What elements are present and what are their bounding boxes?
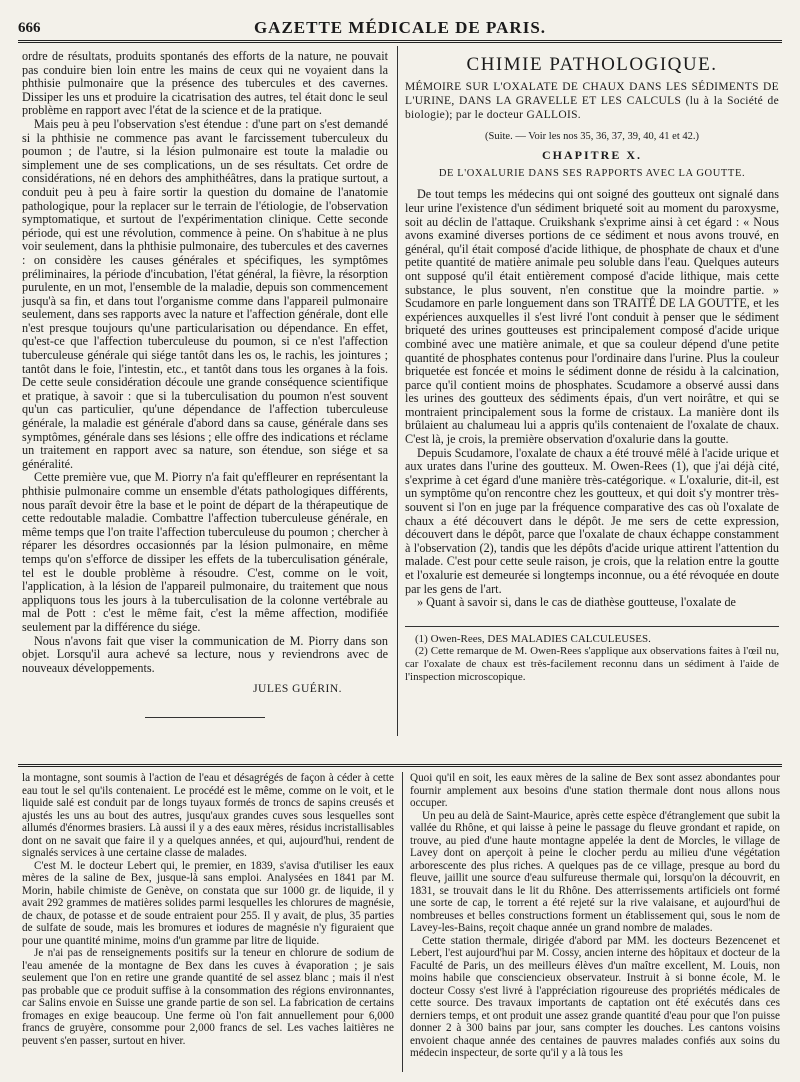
chapter-heading: CHAPITRE X. xyxy=(541,148,642,163)
end-rule xyxy=(145,717,265,718)
column-divider-bottom xyxy=(402,772,403,1072)
section-title: CHIMIE PATHOLOGIQUE. xyxy=(466,54,718,75)
bottom-right-paragraph: Cette station thermale, dirigée d'abord par MM. les docteurs Bezencenet et Lebert, l'est aujourd'hui par M. Cossy, ancien interne des hôpitaux et docteur de la Faculté de Paris, un des meilleurs élèves d'un maître excellent, M. Louis, non moins habile que consciencieux observateur. Instruit à si bonne école, M. le docteur Cossy s'est livré à l'appréciation rigoureuse des propriétés médicales de cette source. Des travaux importants de captation ont été exécutés dans ces derniers temps, et ont produit une assez grande quantité d'eau pour que l'on puisse donner 2 à 300 bains par jour, sans compter les douches. Les cantons voisins envoient chaque année des centaines de pauvres malades confiés aux soins du médecin inspecteur, de sorte qu'il y a là tous les xyxy=(410,934,780,1059)
footnote: (1) Owen-Rees, DES MALADIES CALCULEUSES. xyxy=(415,632,651,645)
header-rule xyxy=(18,40,782,43)
left-paragraph: ordre de résultats, produits spontanés des efforts de la nature, ne pouvait pas conduire bien loin entre les mains de ceux qui ne voyaient dans la phthisie pulmonaire que la présence des tubercules et des cavernes. Dissiper les uns et produire la cicatrisation des autres, tel était donc le seul problème en rapport avec l'état de la science et de la pratique. xyxy=(22,49,388,118)
right-paragraph: De tout temps les médecins qui ont soigné des goutteux ont signalé dans leur urine l'existence d'un sédiment briqueté soit au moment du paroxysme, soit au déclin de l'attaque. Cruikshank s'exprime ainsi à cet égard : « Nous avons examiné diverses portions de ce sédiment et nous avons trouvé, en général, qu'il était composé d'acide lithique, de phosphate de chaux et d'une petite quantité de matière animale peu soluble dans l'eau. Quelques auteurs ont supposé qu'il était entièrement composé d'acide lithique, mais cette substance, le plus souvent, n'en constitue que la moindre partie. » Scudamore en parle longuement dans son TRAITÉ DE LA GOUTTE, et les expériences auxquelles il s'est livré l'ont conduit à penser que le sédiment briqueté des urines goutteuses est principalement composé d'acide urique combiné avec une matière animale, et que sa couleur dépend d'une petite quantité de phosphates contenus pour l'ordinaire dans l'urine. Plus la couleur briquetée est foncée et moins le sédiment donne de résidu à la calcination, parce qu'il contient moins de phosphates. Scudamore a observé aussi dans les urines des goutteux des sédiments épais, d'un vert noirâtre, et qui se montraient principalement sous la forme de cristaux. La manière dont ils brûlaient au chalumeau lui a appris qu'ils contenaient de l'oxalate de chaux. C'est là, je crois, la première observation d'oxalurie dans la goutte. xyxy=(405,187,779,447)
bottom-left-paragraph: C'est M. le docteur Lebert qui, le premier, en 1839, s'avisa d'utiliser les eaux mères de la saline de Bex, jusque-là sans emploi. Analysées en 1841 par M. Morin, habile chimiste de Genève, on constata que sur 1000 gr. de liquide, il y avait 292 grammes de matières solides parmi lesquelles les chlorures de magnésie, de chaux, de potasse et de soude entraient pour 255. Il y avait, de plus, 35 parties de sulfate de soude, mais les bromures et iodures de magnésie n'y figuraient que pour une quantité minime, moins d'un gramme par litre de liquide. xyxy=(22,859,394,947)
left-paragraph: Mais peu à peu l'observation s'est étendue : d'une part on s'est demandé si la phthisie ne commence pas avant le farcissement tuberculeux du poumon ; de l'autre, si la lésion pulmonaire est toute la maladie ou simplement une de ses complications, un de ses résultats. Cet ordre de considérations, né en dehors des amphithéâtres, dans la pratique surtout, a conduit peu à peu à faire sortir la question du domaine de l'anatomie pathologique, pour la replacer sur le terrain de l'étiologie, de l'observation symptomatique, et surtout de l'expérimentation clinique. Cette seconde période, qui est une révolution, commence à peine. On s'habitue à ne plus voir seulement, dans la phthisie pulmonaire, des tubercules et des cavernes : on considère les causes générales et spécifiques, les symptômes préliminaires, la période d'incubation, l'état général, la fièvre, la résorption purulente, en un mot, l'ensemble de la maladie, depuis son commencement jusqu'à sa fin, et dans tout l'organisme comme dans l'appareil pulmonaire seulement, dans ses rapports avec la nature et l'affection générale, dont elle n'est presque toujours qu'une particularisation ou dépendance. En effet, qu'est-ce que l'affection tuberculeuse du poumon, si ce n'est l'affection tuberculeuse générale qui siége tantôt dans les os, le rachis, les jointures ; tantôt dans le foie, l'intestin, etc., et tantôt dans tous les organes à la fois. De cette seule considération découle une grande conséquence scientifique et pratique, à savoir : que si la tuberculisation du poumon n'est souvent qu'un cas particulier, qu'une dépendance de l'affection tuberculeuse générale, la maladie est générale d'abord dans sa cause, générale dans ses symptômes, générale dans ses lésions ; elle offre des indications et réclame un traitement en rapport avec sa nature, son étendue, son siége et sa généralité. xyxy=(22,116,388,471)
right-column xyxy=(405,56,779,683)
section-rule xyxy=(18,764,782,767)
left-paragraph: Cette première vue, que M. Piorry n'a fait qu'effleurer en représentant la phthisie pulmonaire comme un ensemble d'états pathologiques différents, nous paraît devoir être la base et le point de départ de la thérapeutique de cette redoutable maladie. Combattre l'affection tuberculeuse générale, en même temps que l'on traite l'affection tuberculeuse du poumon ; chercher à réparer les désordres occasionnés par la lésion pulmonaire, en même temps qu'on s'efforce de dissiper les effets de la tuberculisation générale, tel est le double problème à résoudre. C'est, comme on le voit, l'application, à la lésion de l'appareil pulmonaire, du traitement que nous appliquons tous les jours à la tuberculisation de la colonne vertébrale au mal de Pott : c'est le même fait, c'est la même affection, modifiée seulement par la différence du siége. xyxy=(22,470,388,634)
author-signature: JULES GUÉRIN. xyxy=(253,683,342,696)
bottom-left-paragraph: Je n'ai pas de renseignements positifs sur la teneur en chlorure de sodium de l'eau amenée de la montagne de Bex dans les cuves à évaporation ; je sais seulement que l'on en retire une grande quantité de sel assez blanc ; mais il n'est pas probable que ce produit suffise à la consommation des régions environnantes, car Salins envoie en Suisse une grande partie de son sel. La fabrication de certains fromages en exige beaucoup. Une ferme où l'on fait annuellement pour 6,000 francs de gruyère, consomme pour 2,000 francs de sel. Les vaches laitières ne peuvent s'en passer, surtout en hiver. xyxy=(22,947,394,1047)
right-paragraph: Depuis Scudamore, l'oxalate de chaux a été trouvé mêlé à l'acide urique et aux urates dans l'urine des goutteux. M. Owen-Rees (1), que j'ai déjà cité, s'exprime à cet égard d'une manière très-catégorique. « L'oxalurie, dit-il, est un symptôme qu'on rencontre chez les goutteux, et qui doit s'y montrer très-souvent si l'on en juge par la fréquence comparative des cas où l'oxalate de chaux a été découvert dans le dépôt. Je me sers de cette expression, découvert dans le dépôt, parce que l'oxalate de chaux échappe constamment à l'observation (2), tandis que les dépôts d'acide urique attirent l'attention du malade. C'est pour cette seule raison, je crois, que la relation entre la goutte et l'oxalurie est demeurée si longtemps inconnue, ou a été révoquée en doute par les gens de l'art. xyxy=(405,445,779,596)
chapter-subtitle: DE L'OXALURIE DANS SES RAPPORTS AVEC LA GOUTTE. xyxy=(438,167,746,179)
column-divider-top xyxy=(397,46,398,736)
right-paragraph: » Quant à savoir si, dans le cas de diathèse goutteuse, l'oxalate de xyxy=(417,595,736,610)
suite-note: (Suite. — Voir les nos 35, 36, 37, 39, 40, 41 et 42.) xyxy=(485,130,699,142)
bottom-right-paragraph: Un peu au delà de Saint-Maurice, après cette espèce d'étranglement que subit la vallée du Rhône, et qui laisse à peine le passage du fleuve grondant et rapide, on trouve, au pied d'une haute montagne appelée la dent de Morcles, le village de Lavey dont on aperçoit à peine le clocher perdu au milieu d'une végétation arborescente des plus riches. A quelques pas de ce village, presque au bord du fleuve, jaillit une source d'eau sulfureuse thermale qui, lorsqu'on la découvrit, en 1831, se trouvait dans le lit du Rhône. Des atterrissements artificiels ont formé une sorte de cap, le torrent a été rejeté sur la rive valaisane, et aujourd'hui de nombreuses et belles constructions forment un établissement qui, sous le nom de Lavey-les-Bains, reçoit chaque année un grand nombre de malades. xyxy=(410,809,780,934)
journal-title: GAZETTE MÉDICALE DE PARIS. xyxy=(253,18,547,37)
bottom-right-paragraph: Quoi qu'il en soit, les eaux mères de la saline de Bex sont assez abondantes pour fournir amplement aux besoins d'une station thermale dont nous allons nous occuper. xyxy=(410,772,780,809)
bottom-left-column xyxy=(22,772,394,1047)
left-paragraph: Nous n'avons fait que viser la communication de M. Piorry dans son objet. Lorsqu'il aura achevé sa lecture, nous y reviendrons avec de nouveaux développements. xyxy=(22,633,388,675)
bottom-left-paragraph: la montagne, sont soumis à l'action de l'eau et désagrégés de façon à céder à cette eau tout le sel qu'ils contenaient. Le procédé est le même, comme on le voit, et le liquide salé est conduit par de longs tuyaux formés de troncs de sapins creusés et ajustés les uns au bout des autres, jusqu'aux grandes cuves sous lesquelles sont allumés d'énormes brasiers. Là aussi il y a des eaux mères, résidus incristallisables dont on ne savait que faire il y a quelques années, et qui, aujourd'hui, rendent de signalés services à une certaine classe de malades. xyxy=(22,772,394,859)
footnotes xyxy=(405,633,779,683)
footnote: (2) Cette remarque de M. Owen-Rees s'applique aux observations faites à l'œil nu, car l'oxalate de chaux est très-facilement reconnu dans un sédiment à l'aide de l'inspection microscopique. xyxy=(405,645,779,683)
memoir-title: MÉMOIRE SUR L'OXALATE DE CHAUX DANS LES SÉDIMENTS DE L'URINE, DANS LA GRAVELLE ET LES CALCULS (lu à la Société de biologie); par le docteur GALLOIS. xyxy=(405,80,779,121)
left-column xyxy=(22,50,388,718)
bottom-right-column xyxy=(410,772,780,1060)
footnote-rule xyxy=(405,626,779,627)
page-number: 666 xyxy=(18,20,41,36)
page-header xyxy=(18,18,782,40)
